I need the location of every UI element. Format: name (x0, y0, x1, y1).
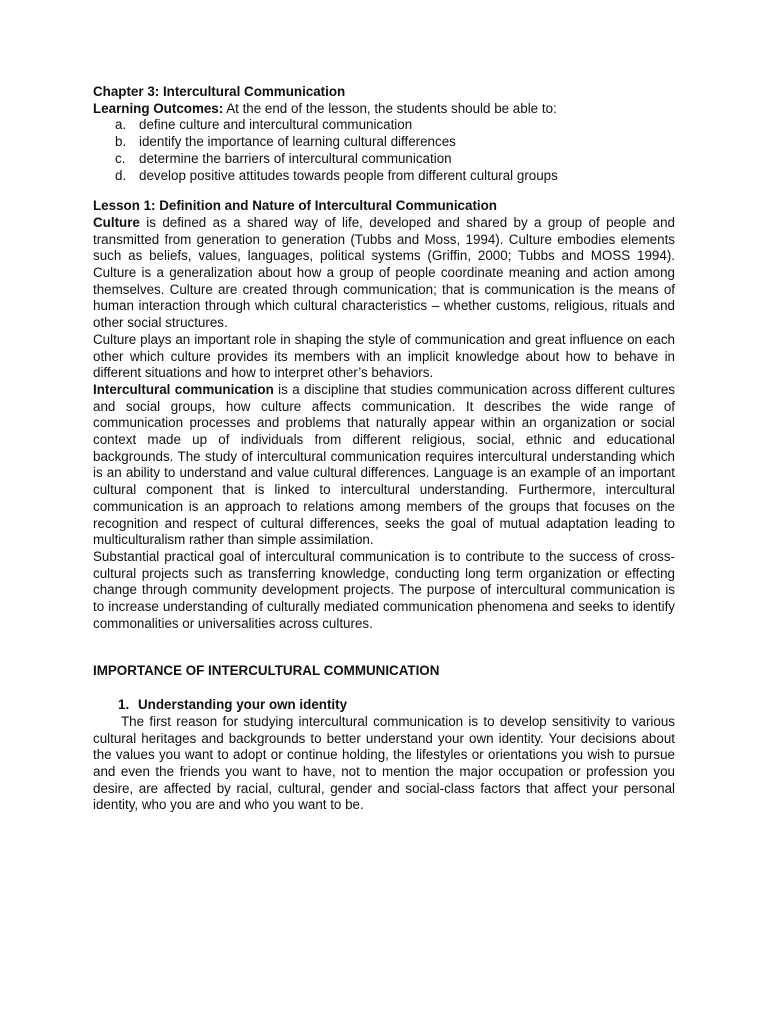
term-culture: Culture (93, 214, 140, 230)
outcome-item (93, 134, 675, 151)
outcome-marker: b. (115, 134, 127, 150)
outcome-item (93, 151, 675, 168)
outcome-text: develop positive attitudes towards people from different cultural groups (139, 167, 558, 183)
paragraph-text: is a discipline that studies communication across different cultures and social groups, how culture affects communication. It describes the wide range of communication processes and problems that naturally appear within an organization or social context made up of individuals from different religious, social, ethnic and educational backgrounds. The study of intercultural communication requires intercultural understanding which is an ability to understand and value cultural differences. Language is an example of an important cultural component that is linked to intercultural understanding. Furthermore, intercultural communication is an approach to relations among members of the groups that focuses on the recognition and respect of cultural differences, seeks the goal of mutual adaptation leading to multiculturalism rather than simple assimilation. (93, 381, 676, 548)
importance-title: IMPORTANCE OF INTERCULTURAL COMMUNICATION (93, 662, 440, 678)
outcome-marker: a. (115, 117, 127, 133)
paragraph-intercultural (93, 382, 675, 549)
spacer (93, 679, 675, 697)
chapter-title: Chapter 3: Intercultural Communication (93, 84, 346, 99)
term-intercultural-communication: Intercultural communication (93, 381, 274, 397)
learning-outcomes-label: Learning Outcomes: (93, 100, 224, 116)
outcome-text: identify the importance of learning cultural differences (139, 134, 456, 150)
importance-item-heading (93, 697, 675, 714)
importance-item-title: Understanding your own identity (138, 697, 348, 713)
spacer (93, 633, 675, 663)
importance-item-number: 1. (118, 697, 130, 713)
learning-outcomes-intro: At the end of the lesson, the students should be able to: (223, 100, 557, 116)
outcome-item (93, 117, 675, 134)
outcome-text: define culture and intercultural communication (139, 117, 413, 133)
learning-outcomes-line (93, 101, 675, 118)
lesson-title: Lesson 1: Definition and Nature of Intercultural Communication (93, 198, 497, 214)
paragraph-text: is defined as a shared way of life, developed and shared by a group of people and transmitted from generation to generation (Tubbs and Moss, 1994). Culture embodies elements such as beliefs, values, languages, political systems (Griffin, 2000; Tubbs and MOSS 1994). Culture is a generalization about how a group of people coordinate meaning and action among themselves. Culture are created through communication; that is communication is the means of human interaction through which cultural characteristics – whether customs, religious, rituals and other social structures. (93, 214, 675, 331)
outcome-item (93, 168, 675, 185)
paragraph-culture-role: Culture plays an important role in shaping the style of communication and great influence on each other which culture provides its members with an implicit knowledge about how to behave in different situations and how to interpret other’s behaviors. (93, 331, 675, 381)
paragraph-culture (93, 215, 675, 332)
learning-outcomes-list (93, 117, 675, 184)
outcome-marker: c. (115, 150, 126, 166)
document-body (93, 84, 675, 814)
paragraph-practical-goal: Substantial practical goal of intercultural communication is to contribute to the success of cross-cultural projects such as transferring knowledge, conducting long term organization or effecting change through community development projects. The purpose of intercultural communication is to increase understanding of culturally mediated communication phenomena and seeks to identify commonalities or universalities across cultures. (93, 548, 675, 631)
importance-item-text: The first reason for studying intercultural communication is to develop sensitivity to various cultural heritages and backgrounds to better understand your own identity. Your decisions about the values you want to adopt or continue holding, the lifestyles or orientations you wish to pursue and even the friends you want to have, not to mention the major occupation or profession you desire, are affected by racial, cultural, gender and social-class factors that affect your personal identity, who you are and who you want to be. (93, 713, 675, 813)
outcome-text: determine the barriers of intercultural communication (139, 150, 452, 166)
outcome-marker: d. (115, 167, 127, 183)
spacer (93, 184, 675, 198)
